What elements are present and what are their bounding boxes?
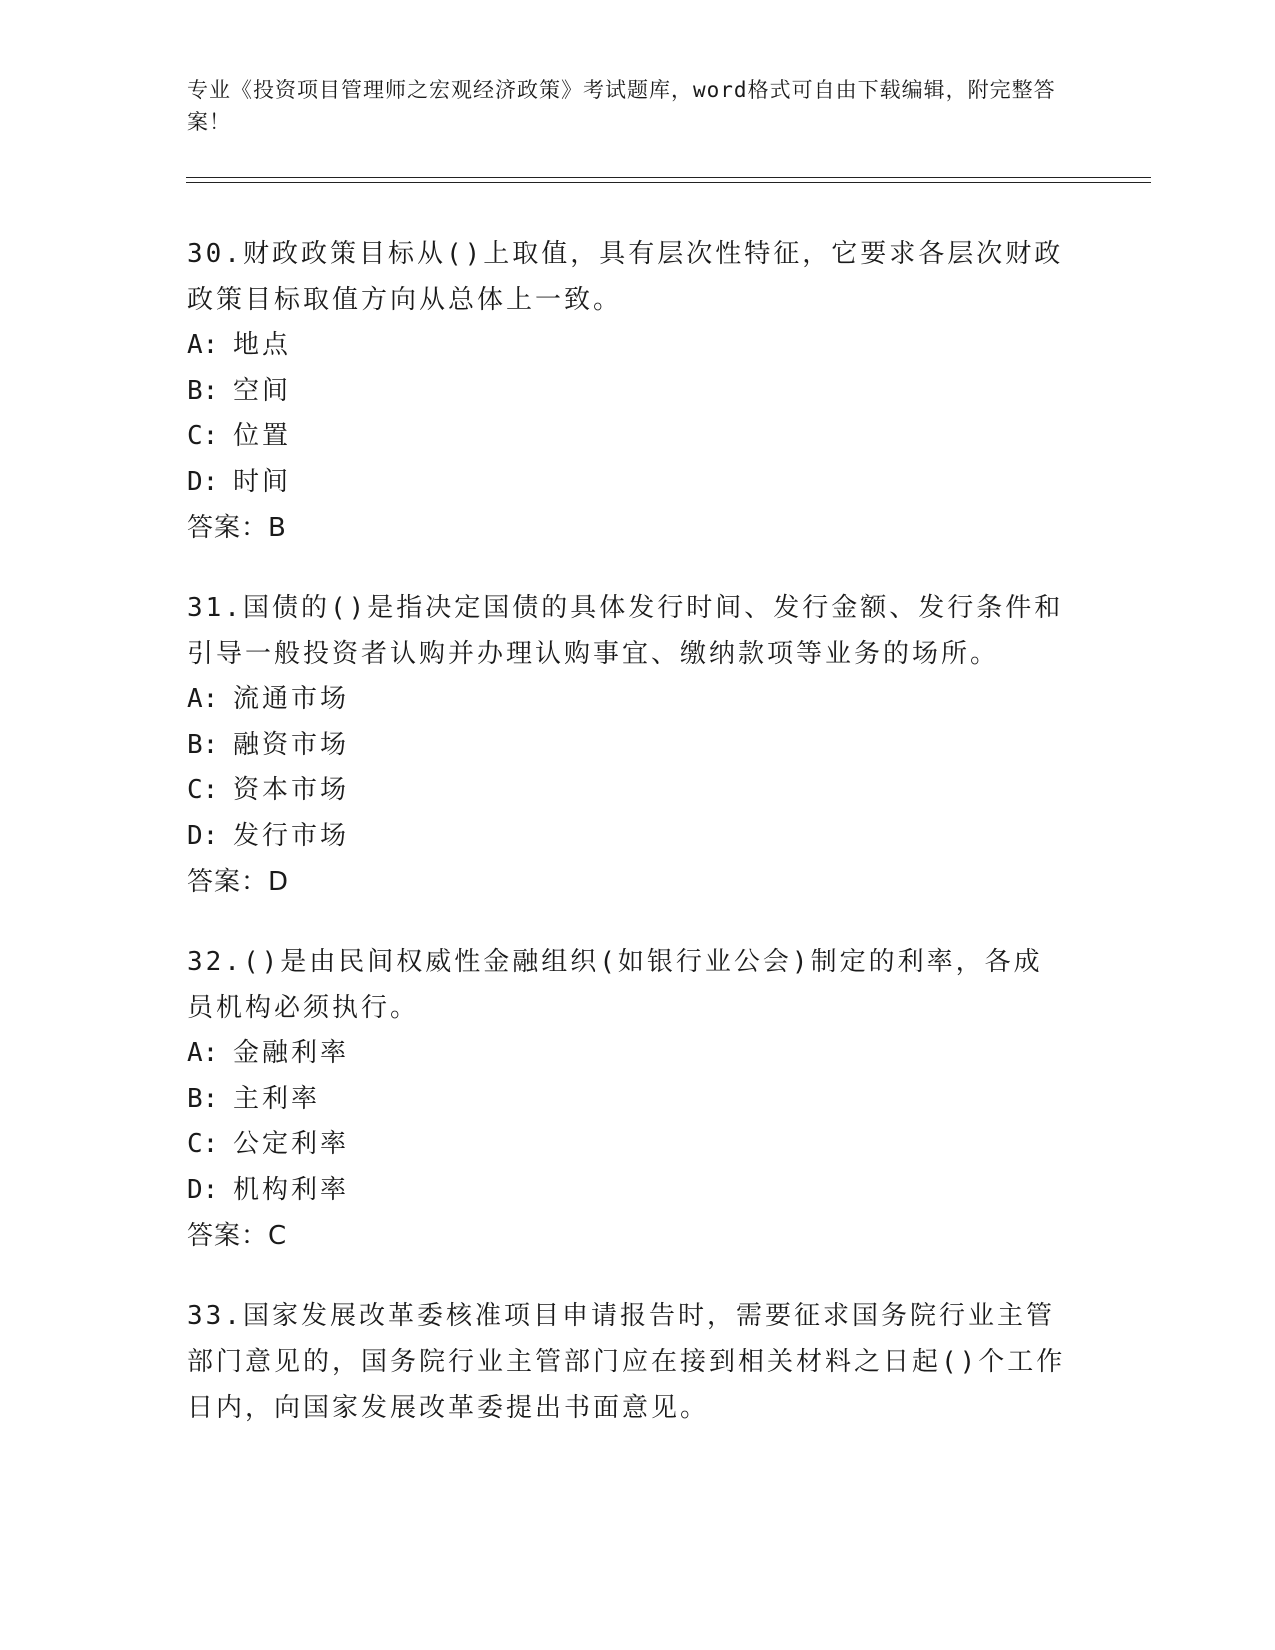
option-key: D: bbox=[187, 1174, 219, 1205]
question-30 bbox=[187, 231, 1067, 551]
option-key: D: bbox=[187, 466, 219, 497]
option-a bbox=[187, 1031, 1067, 1077]
option-text: 公定利率 bbox=[233, 1129, 350, 1159]
option-text: 发行市场 bbox=[233, 820, 350, 851]
document-header: 专业《投资项目管理师之宏观经济政策》考试题库，word格式可自由下载编辑，附完整答案！ bbox=[187, 78, 1056, 134]
option-b bbox=[187, 369, 1067, 415]
question-stem: 33.国家发展改革委核准项目申请报告时，需要征求国务院行业主管部门意见的，国务院行业主管部门应在接到相关材料之日起()个工作日内，向国家发展改革委提出书面意见。 bbox=[187, 1301, 1066, 1423]
option-text: 机构利率 bbox=[233, 1174, 350, 1205]
option-b bbox=[187, 723, 1067, 769]
option-key: A: bbox=[187, 330, 219, 360]
option-d bbox=[187, 814, 1067, 860]
option-a bbox=[187, 323, 1067, 369]
option-text: 空间 bbox=[233, 375, 292, 406]
option-key: A: bbox=[187, 1038, 219, 1068]
option-b bbox=[187, 1077, 1067, 1123]
option-text: 主利率 bbox=[233, 1083, 321, 1114]
option-a bbox=[187, 677, 1067, 723]
option-text: 金融利率 bbox=[233, 1038, 350, 1068]
option-key: A: bbox=[187, 684, 219, 714]
option-text: 时间 bbox=[233, 466, 292, 497]
question-stem: 31.国债的()是指决定国债的具体发行时间、发行金额、发行条件和引导一般投资者认购并办理认购事宜、缴纳款项等业务的场所。 bbox=[187, 593, 1064, 669]
question-32 bbox=[187, 939, 1067, 1259]
option-key: C: bbox=[187, 1129, 219, 1159]
option-text: 流通市场 bbox=[233, 684, 350, 714]
option-c bbox=[187, 768, 1067, 814]
answer-line: 答案：C bbox=[187, 1221, 288, 1251]
option-text: 位置 bbox=[233, 421, 292, 451]
header-divider-top bbox=[186, 177, 1151, 178]
option-key: C: bbox=[187, 775, 219, 805]
question-stem: 32.()是由民间权威性金融组织(如银行业公会)制定的利率，各成员机构必须执行。 bbox=[187, 947, 1043, 1023]
option-key: B: bbox=[187, 1083, 219, 1114]
question-33 bbox=[187, 1293, 1067, 1431]
option-key: B: bbox=[187, 375, 219, 406]
option-c bbox=[187, 414, 1067, 460]
question-31 bbox=[187, 585, 1067, 905]
option-text: 融资市场 bbox=[233, 729, 350, 760]
question-stem: 30.财政政策目标从()上取值，具有层次性特征，它要求各层次财政政策目标取值方向从总体上一致。 bbox=[187, 239, 1064, 315]
answer-line: 答案：B bbox=[187, 513, 287, 543]
question-list bbox=[187, 231, 1067, 1465]
option-c bbox=[187, 1122, 1067, 1168]
option-key: C: bbox=[187, 421, 219, 451]
option-d bbox=[187, 1168, 1067, 1214]
option-key: B: bbox=[187, 729, 219, 760]
header-divider-bottom bbox=[186, 182, 1151, 183]
answer-line: 答案：D bbox=[187, 867, 290, 897]
option-key: D: bbox=[187, 820, 219, 851]
option-d bbox=[187, 460, 1067, 506]
option-text: 资本市场 bbox=[233, 775, 350, 805]
option-text: 地点 bbox=[233, 330, 292, 360]
